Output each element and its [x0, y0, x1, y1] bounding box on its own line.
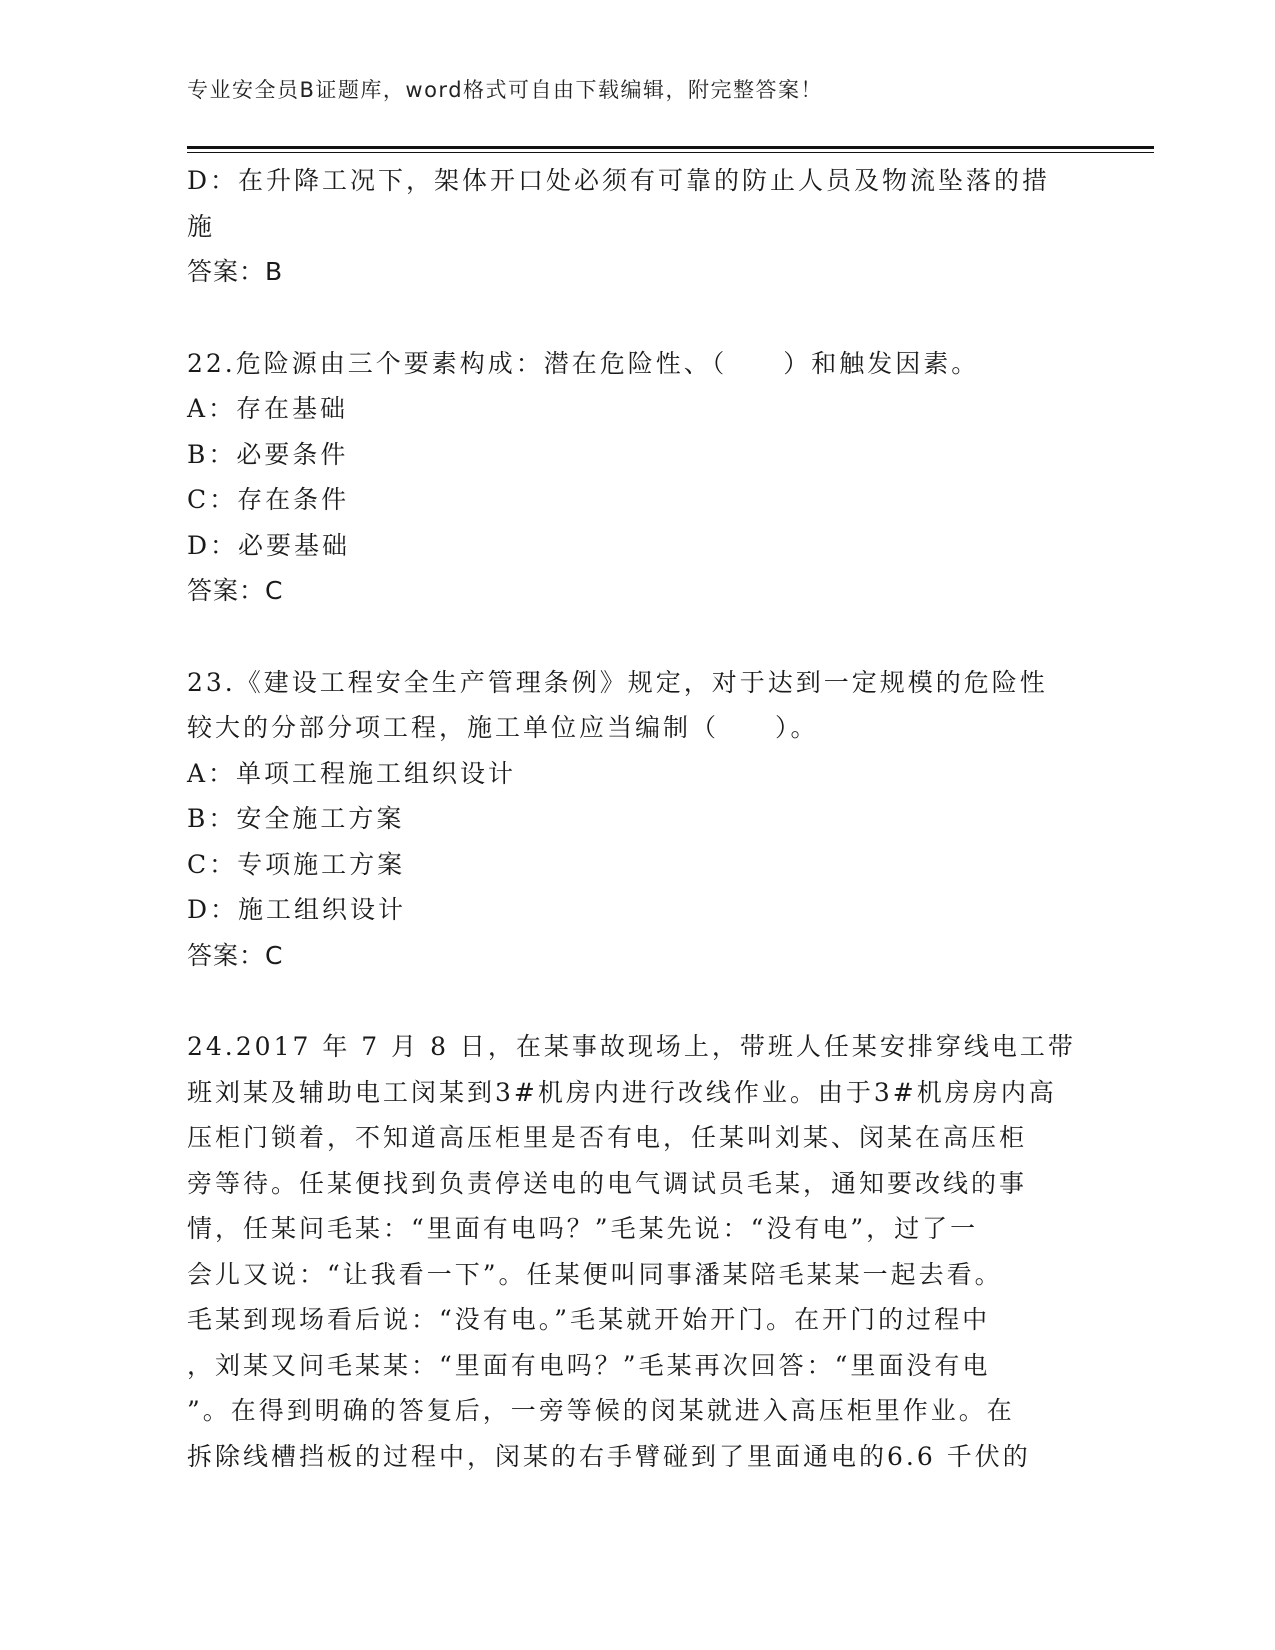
question-24-line: 毛某到现场看后说：“没有电。”毛某就开始开门。在开门的过程中	[187, 1305, 991, 1334]
q23-option-c: C：专项施工方案	[187, 849, 406, 879]
header-rule-thick	[187, 146, 1154, 149]
option-d-line-1: D：在升降工况下，架体开口处必须有可靠的防止人员及物流坠落的措	[187, 166, 1051, 195]
question-24-line: 24.2017 年 7 月 8 日，在某事故现场上，带班人任某安排穿线电工带	[187, 1032, 1076, 1061]
question-content	[187, 158, 1087, 1479]
spacer	[187, 295, 1087, 341]
question-24-line: 班刘某及辅助电工闵某到3#机房内进行改线作业。由于3#机房房内高	[187, 1077, 1057, 1107]
option-d-line-2: 施	[187, 211, 216, 241]
q23-option-b: B：安全施工方案	[187, 804, 405, 833]
question-23-line-1: 23.《建设工程安全生产管理条例》规定，对于达到一定规模的危险性	[187, 667, 1048, 697]
answer-22: 答案：C	[187, 576, 284, 605]
question-22: 22.危险源由三个要素构成：潜在危险性、（ ）和触发因素。	[187, 348, 980, 378]
question-24-line: 会儿又说：“让我看一下”。任某便叫同事潘某陪毛某某一起去看。	[187, 1259, 1003, 1289]
question-24-line: 拆除线槽挡板的过程中，闵某的右手臂碰到了里面通电的6.6 千伏的	[187, 1441, 1031, 1471]
spacer	[187, 614, 1087, 660]
q22-option-c: C：存在条件	[187, 485, 350, 514]
q23-option-d: D：施工组织设计	[187, 895, 407, 924]
question-24-line: 压柜门锁着，不知道高压柜里是否有电，任某叫刘某、闵某在高压柜	[187, 1123, 1028, 1152]
question-24-line: ”。在得到明确的答复后，一旁等候的闵某就进入高压柜里作业。在	[187, 1396, 1015, 1425]
answer-21: 答案：B	[187, 257, 284, 286]
q22-option-b: B：必要条件	[187, 439, 349, 469]
question-24-line: 情，任某问毛某：“里面有电吗？”毛某先说：“没有电”，过了一	[187, 1214, 979, 1243]
answer-23: 答案：C	[187, 940, 284, 970]
q23-option-a: A：单项工程施工组织设计	[187, 758, 517, 788]
page-header: 专业安全员B证题库，word格式可自由下载编辑，附完整答案！	[187, 78, 824, 102]
question-24-line: ，刘某又问毛某某：“里面有电吗？”毛某再次回答：“里面没有电	[187, 1350, 991, 1380]
question-23-line-2: 较大的分部分项工程，施工单位应当编制（ ）。	[187, 713, 819, 742]
question-24-line: 旁等待。任某便找到负责停送电的电气调试员毛某，通知要改线的事	[187, 1168, 1028, 1198]
q22-option-a: A：存在基础	[187, 394, 349, 423]
q22-option-d: D：必要基础	[187, 530, 351, 560]
header-rule-thin	[187, 152, 1154, 153]
spacer	[187, 978, 1087, 1024]
